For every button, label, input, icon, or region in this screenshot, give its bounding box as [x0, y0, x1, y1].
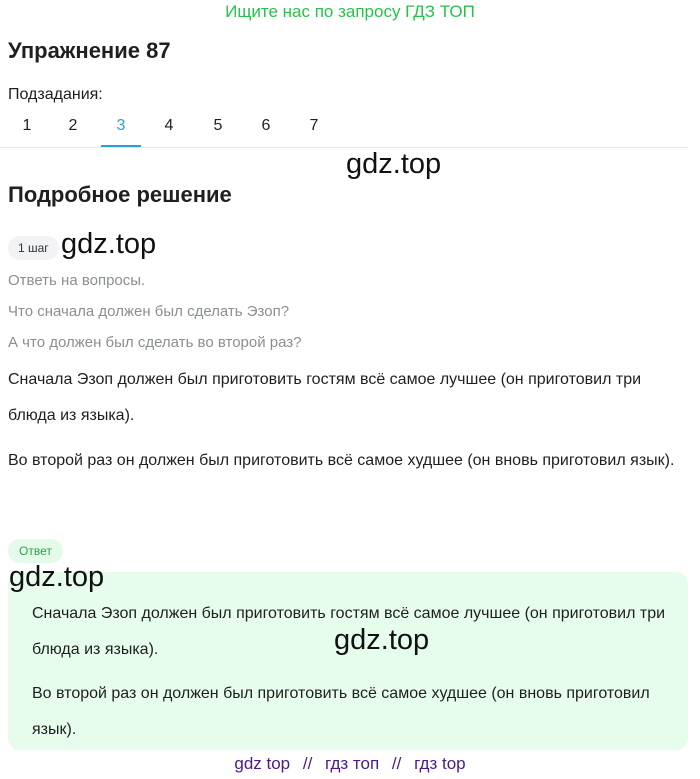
question-line: Что сначала должен был сделать Эзоп? — [8, 303, 290, 320]
watermark: gdz.top — [346, 148, 442, 180]
tab-7[interactable]: 7 — [309, 117, 319, 134]
step-badge: 1 шаг — [8, 236, 59, 260]
footer-link[interactable]: gdz top — [234, 754, 291, 773]
answer-paragraph: Во второй раз он должен был приготовить всё самое худшее (он вновь приготовил язык). — [32, 685, 650, 738]
subtask-tabs — [0, 108, 688, 148]
footer-link[interactable]: гдз топ — [325, 754, 380, 773]
tab-6[interactable]: 6 — [261, 117, 271, 134]
question-line: Ответь на вопросы. — [8, 272, 146, 289]
subtasks-label: Подзадания: — [8, 86, 103, 103]
solution-paragraph: Сначала Эзоп должен был приготовить гостям всё самое лучшее (он приготовил три блюда из языка). — [8, 371, 642, 424]
page-title: Упражнение 87 — [8, 38, 171, 63]
watermark: gdz.top — [334, 624, 430, 656]
question-line: А что должен был сделать во второй раз? — [8, 334, 302, 351]
tab-3-active[interactable]: 3 — [101, 108, 141, 147]
footer-separator: // — [391, 754, 402, 773]
tab-1[interactable]: 1 — [22, 117, 32, 134]
footer-link[interactable]: гдз top — [414, 754, 466, 773]
solution-heading: Подробное решение — [8, 182, 232, 207]
tab-2[interactable]: 2 — [68, 117, 78, 134]
watermark: gdz.top — [61, 228, 157, 260]
watermark: gdz.top — [9, 561, 105, 593]
answer-badge: Ответ — [8, 539, 63, 563]
tab-4[interactable]: 4 — [164, 117, 174, 134]
footer — [0, 754, 700, 774]
solution-paragraph: Во второй раз он должен был приготовить всё самое худшее (он вновь приготовил язык). — [8, 452, 675, 469]
footer-separator: // — [302, 754, 313, 773]
tab-5[interactable]: 5 — [213, 117, 223, 134]
promo-banner: Ищите нас по запросу ГДЗ ТОП — [225, 2, 475, 21]
answer-paragraph: Сначала Эзоп должен был приготовить гостям всё самое лучшее (он приготовил три блюда из языка). — [32, 605, 666, 658]
